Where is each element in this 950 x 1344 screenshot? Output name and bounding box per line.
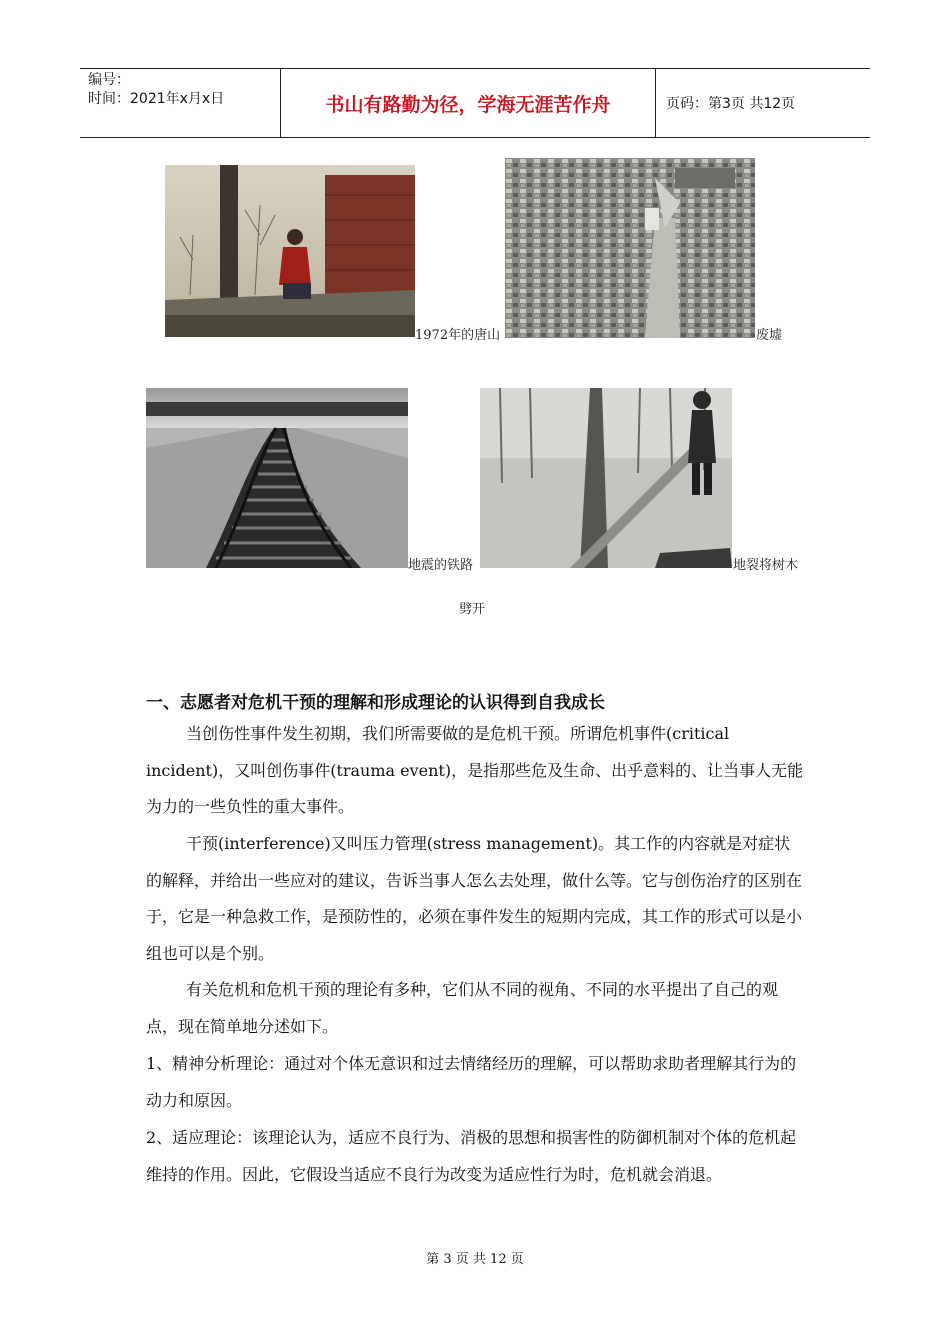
number-label: 编号： (88, 72, 130, 88)
header-meta (80, 69, 280, 137)
photo-tangshan-boy (165, 165, 415, 337)
photo-split-tree (480, 388, 732, 568)
header-motto: 书山有路勤为径，学海无涯苦作舟 (280, 69, 656, 137)
caption-split-tree: 地裂将树木 (733, 558, 799, 573)
date-label: 时间：2021年x月x日 (88, 91, 225, 107)
caption-1972: 1972年的唐山 (415, 328, 501, 343)
photo-ruins (505, 158, 755, 338)
caption-ruins: 废墟 (756, 328, 783, 343)
paragraph-psychoanalytic: 1、精神分析理论：通过对个体无意识和过去情绪经历的理解，可以帮助求助者理解其行为的动力和原因。 (146, 1054, 797, 1110)
page-indicator: 页码：第3页 共12页 (666, 96, 796, 112)
paragraph-theories-intro: 有关危机和危机干预的理论有多种，它们从不同的视角、不同的水平提出了自己的观点，现在简单地分述如下。 (146, 980, 779, 1036)
page-footer: 第 3 页 共 12 页 (426, 1252, 524, 1267)
caption-railway: 地震的铁路 (408, 558, 474, 573)
section-title: 一、志愿者对危机干预的理解和形成理论的认识得到自我成长 (146, 693, 605, 713)
photo-railway (146, 388, 408, 568)
caption-split-tree-cont: 劈开 (459, 602, 486, 617)
paragraph-adaptation: 2、适应理论：该理论认为，适应不良行为、消极的思想和损害性的防御机制对个体的危机起维持的作用。因此，它假设当适应不良行为改变为适应性行为时，危机就会消退。 (146, 1128, 797, 1184)
paragraph-crisis-event: 当创伤性事件发生初期，我们所需要做的是危机干预。所谓危机事件(critical incident)，又叫创伤事件(trauma event)，是指那些危及生命、出乎意料的、让当事人无能为力的一些负性的重大事件。 (146, 724, 804, 816)
page-header (80, 68, 870, 138)
paragraph-intervention: 干预(interference)又叫压力管理(stress management)。其工作的内容就是对症状的解释，并给出一些应对的建议，告诉当事人怎么去处理，做什么等。它与创伤治疗的区别在于，它是一种急救工作，是预防性的，必须在事件发生的短期内完成，其工作的形式可以是小组也可以是个别。 (146, 834, 803, 963)
